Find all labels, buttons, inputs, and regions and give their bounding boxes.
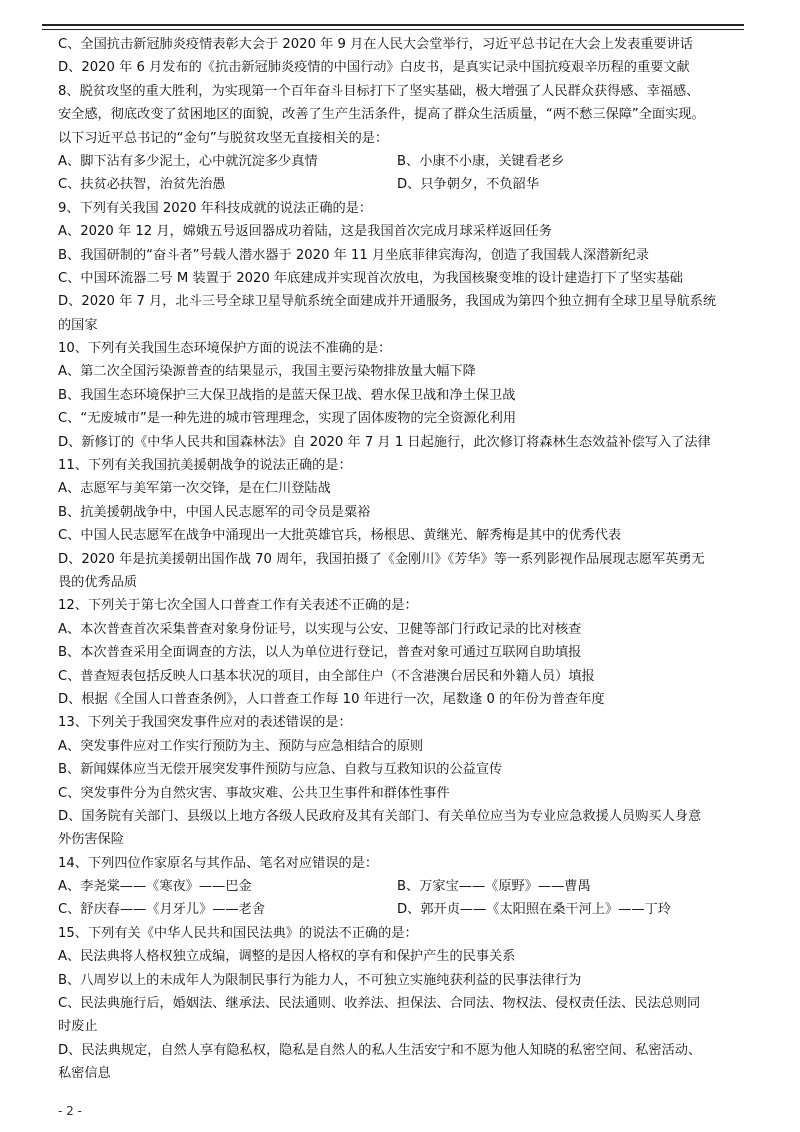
text-line: D、2020 年 6 月发布的《抗击新冠肺炎疫情的中国行动》白皮书，是真实记录中国抗疫艰辛历程的重要文献 <box>58 60 690 76</box>
text-line: 外伤害保险 <box>58 832 124 848</box>
text-line: 畏的优秀品质 <box>58 574 138 590</box>
text-line: 安全感，彻底改变了贫困地区的面貌，改善了生产生活条件，提高了群众生活质量，“两不愁三保障”全面实现。 <box>58 107 705 123</box>
text-line: C、突发事件分为自然灾害、事故灾难、公共卫生事件和群体性事件 <box>58 785 450 801</box>
text-line: C、“无废城市”是一种先进的城市管理理念，实现了固体废物的完全资源化利用 <box>58 411 517 427</box>
text-line: 9、下列有关我国 2020 年科技成就的说法正确的是： <box>58 200 373 216</box>
option-row <box>58 875 748 898</box>
option-text: C、扶贫必扶智，治贫先治愚 <box>58 177 226 193</box>
text-line: D、民法典规定，自然人享有隐私权，隐私是自然人的私人生活安宁和不愿为他人知晓的私密空间、私密活动、 <box>58 1042 702 1058</box>
text-line: C、全国抗击新冠肺炎疫情表彰大会于 2020 年 9 月在人民大会堂举行，习近平总书记在大会上发表重要讲话 <box>58 37 693 52</box>
text-line: C、中国环流器二号 M 装置于 2020 年底建成并实现首次放电，为我国核聚变堆的设计建造打下了坚实基础 <box>58 270 683 286</box>
text-line: D、根据《全国人口普查条例》，人口普查工作每 10 年进行一次，尾数逢 0 的年份为普查年度 <box>58 691 605 707</box>
text-line: A、志愿军与美军第一次交锋，是在仁川登陆战 <box>58 481 331 497</box>
text-line: A、本次普查首次采集普查对象身份证号，以实现与公安、卫健等部门行政记录的比对核查 <box>58 621 582 637</box>
option-row <box>58 150 748 173</box>
option-row <box>58 898 748 921</box>
text-line: 15、下列有关《中华人民共和国民法典》的说法不正确的是： <box>58 925 418 941</box>
text-line: 13、下列关于我国突发事件应对的表述错误的是： <box>58 715 352 731</box>
option-text: B、小康不小康，关键看老乡 <box>397 153 565 169</box>
text-line: 14、下列四位作家原名与其作品、笔名对应错误的是： <box>58 855 379 871</box>
option-text: A、脚下沾有多少泥土，心中就沉淀多少真情 <box>58 153 318 169</box>
option-row <box>58 173 748 196</box>
text-line: 以下习近平总书记的“金句”与脱贫攻坚无直接相关的是： <box>58 130 389 146</box>
text-line: A、第二次全国污染源普查的结果显示，我国主要污染物排放量大幅下降 <box>58 364 476 380</box>
option-text: B、万家宝——《原野》——曹禺 <box>397 879 591 895</box>
text-line: 时废止 <box>58 1019 98 1035</box>
text-line: A、民法典将人格权独立成编，调整的是因人格权的享有和保护产生的民事关系 <box>58 949 516 965</box>
header-rule-thick <box>42 24 744 26</box>
text-line: B、抗美援朝战争中，中国人民志愿军的司令员是粟裕 <box>58 504 371 520</box>
text-line: C、中国人民志愿军在战争中涌现出一大批英雄官兵，杨根思、黄继光、解秀梅是其中的优秀代表 <box>58 528 622 544</box>
text-line: 的国家 <box>58 317 98 333</box>
option-text: D、只争朝夕，不负韶华 <box>397 177 540 193</box>
text-line: C、民法典施行后，婚姻法、继承法、民法通则、收养法、担保法、合同法、物权法、侵权责任法、民法总则同 <box>58 996 701 1012</box>
text-line: D、新修订的《中华人民共和国森林法》自 2020 年 7 月 1 日起施行，此次修订将森林生态效益补偿写入了法律 <box>58 434 711 450</box>
option-text: D、郭开贞——《太阳照在桑干河上》——丁玲 <box>397 902 671 918</box>
text-line: 8、脱贫攻坚的重大胜利，为实现第一个百年奋斗目标打下了坚实基础，极大增强了人民群众获得感、幸福感、 <box>58 83 700 99</box>
text-line: D、2020 年 7 月，北斗三号全球卫星导航系统全面建成并开通服务，我国成为第四个独立拥有全球卫星导航系统 <box>58 294 717 310</box>
text-line: D、2020 年是抗美援朝出国作战 70 周年，我国拍摄了《金刚川》《芳华》等一系列影视作品展现志愿军英勇无 <box>58 551 705 567</box>
document-body <box>58 33 748 1086</box>
text-line: B、我国生态环境保护三大保卫战指的是蓝天保卫战、碧水保卫战和净土保卫战 <box>58 387 516 403</box>
text-line: 11、下列有关我国抗美援朝战争的说法正确的是： <box>58 458 352 474</box>
text-line: 私密信息 <box>58 1066 111 1082</box>
text-line: B、本次普查采用全面调查的方法，以人为单位进行登记，普查对象可通过互联网自助填报 <box>58 645 582 661</box>
text-line: B、八周岁以上的未成年人为限制民事行为能力人，不可独立实施纯获利益的民事法律行为 <box>58 972 582 988</box>
text-line: B、新闻媒体应当无偿开展突发事件预防与应急、自救与互救知识的公益宣传 <box>58 762 503 778</box>
text-line: B、我国研制的“奋斗者”号载人潜水器于 2020 年 11 月坐底菲律宾海沟，创造了我国载人深潜新纪录 <box>58 247 649 263</box>
text-line: A、2020 年 12 月，嫦娥五号返回器成功着陆，这是我国首次完成月球采样返回任务 <box>58 224 552 240</box>
text-line: C、普查短表包括反映人口基本状况的项目，由全部住户（不含港澳台居民和外籍人员）填报 <box>58 668 595 684</box>
text-line: A、突发事件应对工作实行预防为主、预防与应急相结合的原则 <box>58 738 424 754</box>
text-line: D、国务院有关部门、县级以上地方各级人民政府及其有关部门、有关单位应当为专业应急救援人员购买人身意 <box>58 808 702 824</box>
header-rule-thin <box>42 29 744 30</box>
option-text: C、舒庆春——《月牙儿》——老舍 <box>58 902 266 918</box>
page-number: - 2 - <box>58 1104 82 1118</box>
text-line: 12、下列关于第七次全国人口普查工作有关表述不正确的是： <box>58 598 418 614</box>
text-line: 10、下列有关我国生态环境保护方面的说法不准确的是： <box>58 341 392 357</box>
option-text: A、李尧棠——《寒夜》——巴金 <box>58 879 252 895</box>
